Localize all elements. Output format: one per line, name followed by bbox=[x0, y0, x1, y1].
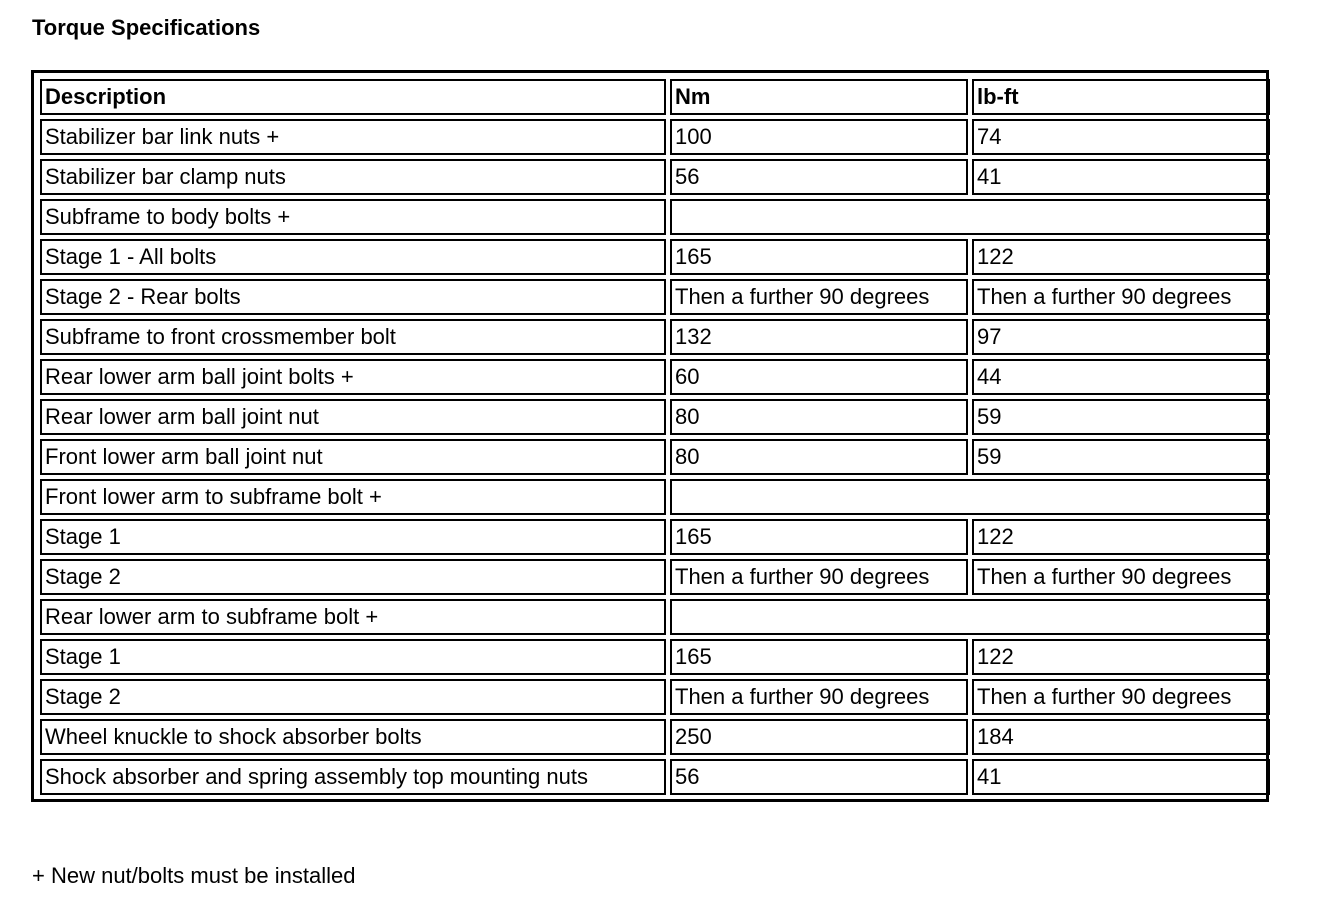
cell-nm: 165 bbox=[670, 639, 968, 675]
cell-nm: 60 bbox=[670, 359, 968, 395]
cell-lb-ft: 122 bbox=[972, 639, 1270, 675]
cell-description: Stabilizer bar link nuts + bbox=[40, 119, 666, 155]
table-row bbox=[40, 319, 1270, 355]
cell-description: Rear lower arm ball joint nut bbox=[40, 399, 666, 435]
cell-lb-ft: 44 bbox=[972, 359, 1270, 395]
cell-description: Rear lower arm ball joint bolts + bbox=[40, 359, 666, 395]
table-row bbox=[40, 519, 1270, 555]
cell-nm: 132 bbox=[670, 319, 968, 355]
cell-description: Stage 1 bbox=[40, 519, 666, 555]
cell-lb-ft: Then a further 90 degrees bbox=[972, 559, 1270, 595]
cell-description: Stage 2 bbox=[40, 679, 666, 715]
cell-nm: Then a further 90 degrees bbox=[670, 279, 968, 315]
table-row bbox=[40, 359, 1270, 395]
cell-empty-span bbox=[670, 479, 1270, 515]
cell-empty-span bbox=[670, 599, 1270, 635]
cell-description: Wheel knuckle to shock absorber bolts bbox=[40, 719, 666, 755]
cell-nm: 165 bbox=[670, 519, 968, 555]
cell-description: Subframe to body bolts + bbox=[40, 199, 666, 235]
cell-description: Front lower arm to subframe bolt + bbox=[40, 479, 666, 515]
header-lb-ft: lb-ft bbox=[972, 79, 1270, 115]
cell-description: Front lower arm ball joint nut bbox=[40, 439, 666, 475]
table-row bbox=[40, 199, 1270, 235]
cell-description: Subframe to front crossmember bolt bbox=[40, 319, 666, 355]
table-row bbox=[40, 239, 1270, 275]
cell-lb-ft: 122 bbox=[972, 519, 1270, 555]
cell-lb-ft: 41 bbox=[972, 159, 1270, 195]
table-row bbox=[40, 559, 1270, 595]
cell-lb-ft: 59 bbox=[972, 399, 1270, 435]
cell-description: Stabilizer bar clamp nuts bbox=[40, 159, 666, 195]
cell-description: Stage 2 - Rear bolts bbox=[40, 279, 666, 315]
table-row bbox=[40, 599, 1270, 635]
footnote: + New nut/bolts must be installed bbox=[32, 863, 356, 888]
table-row bbox=[40, 759, 1270, 795]
cell-lb-ft: 59 bbox=[972, 439, 1270, 475]
cell-description: Rear lower arm to subframe bolt + bbox=[40, 599, 666, 635]
cell-lb-ft: Then a further 90 degrees bbox=[972, 279, 1270, 315]
cell-lb-ft: 97 bbox=[972, 319, 1270, 355]
cell-nm: 80 bbox=[670, 399, 968, 435]
cell-nm: 56 bbox=[670, 159, 968, 195]
cell-lb-ft: Then a further 90 degrees bbox=[972, 679, 1270, 715]
cell-description: Stage 2 bbox=[40, 559, 666, 595]
table-row bbox=[40, 159, 1270, 195]
cell-lb-ft: 41 bbox=[972, 759, 1270, 795]
cell-description: Stage 1 bbox=[40, 639, 666, 675]
header-description: Description bbox=[40, 79, 666, 115]
header-nm: Nm bbox=[670, 79, 968, 115]
cell-lb-ft: 122 bbox=[972, 239, 1270, 275]
cell-nm: 165 bbox=[670, 239, 968, 275]
cell-nm: 100 bbox=[670, 119, 968, 155]
table-row bbox=[40, 279, 1270, 315]
torque-spec-table bbox=[36, 75, 1274, 799]
table-row bbox=[40, 119, 1270, 155]
table-row bbox=[40, 479, 1270, 515]
cell-description: Stage 1 - All bolts bbox=[40, 239, 666, 275]
table-row bbox=[40, 399, 1270, 435]
table-row bbox=[40, 639, 1270, 675]
cell-description: Shock absorber and spring assembly top mounting nuts bbox=[40, 759, 666, 795]
table-header-row bbox=[40, 79, 1270, 115]
table-row bbox=[40, 719, 1270, 755]
cell-lb-ft: 74 bbox=[972, 119, 1270, 155]
cell-nm: 250 bbox=[670, 719, 968, 755]
table-row bbox=[40, 679, 1270, 715]
cell-nm: 80 bbox=[670, 439, 968, 475]
torque-table-frame bbox=[31, 70, 1269, 802]
table-row bbox=[40, 439, 1270, 475]
cell-nm: 56 bbox=[670, 759, 968, 795]
cell-empty-span bbox=[670, 199, 1270, 235]
cell-nm: Then a further 90 degrees bbox=[670, 559, 968, 595]
page-title: Torque Specifications bbox=[32, 15, 261, 40]
cell-nm: Then a further 90 degrees bbox=[670, 679, 968, 715]
cell-lb-ft: 184 bbox=[972, 719, 1270, 755]
